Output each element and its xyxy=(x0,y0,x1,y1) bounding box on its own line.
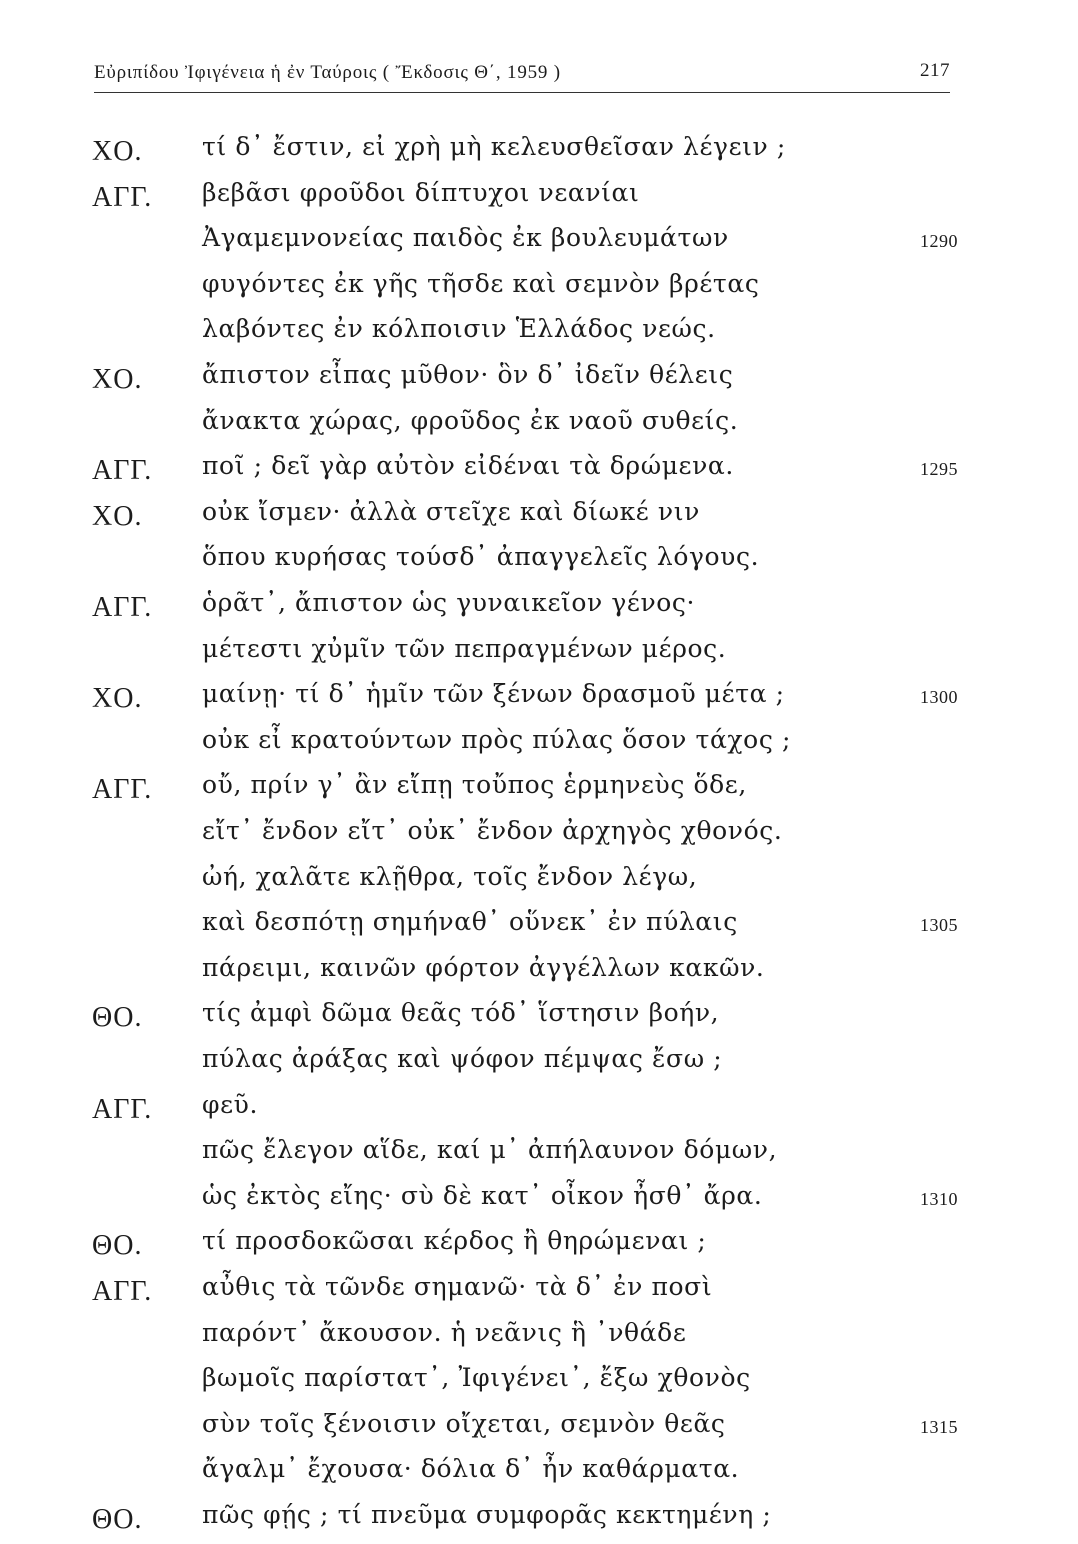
verse-line xyxy=(0,132,1078,176)
line-number: 1310 xyxy=(920,1188,958,1209)
page-number: 217 xyxy=(920,60,950,81)
verse-text-line: πῶς ἔλεγον αἵδε, καί μ᾽ ἀπήλαυνον δόμων, xyxy=(202,1135,778,1165)
verse-line xyxy=(0,998,1078,1042)
speaker-label: ΑΓΓ. xyxy=(92,592,153,623)
verse-text-line: αὖθις τὰ τῶνδε σημανῶ· τὰ δ᾽ ἐν ποσὶ xyxy=(202,1272,713,1301)
verse-line xyxy=(0,634,1078,678)
verse-line xyxy=(0,1226,1078,1270)
verse-line xyxy=(0,497,1078,541)
verse-line xyxy=(0,406,1078,450)
verse-text-line: ἄπιστον εἶπας μῦθον· ὃν δ᾽ ἰδεῖν θέλεις xyxy=(202,360,734,389)
speaker-label: ΑΓΓ. xyxy=(92,774,153,806)
verse-text-line: πῶς φῄς ; τί πνεῦμα συμφορᾶς κεκτημένη ; xyxy=(202,1500,772,1529)
speaker-label: ΧΟ. xyxy=(92,683,143,715)
verse-line xyxy=(0,1181,1078,1225)
speaker-label: ΘΟ. xyxy=(92,1504,143,1535)
verse-text-line: βωμοῖς παρίστατ᾽, Ἰφιγένει᾽, ἔξω χθονὸς xyxy=(202,1363,751,1393)
verse-line xyxy=(0,862,1078,906)
speaker-label: ΑΓΓ. xyxy=(92,181,153,213)
verse-line xyxy=(0,1363,1078,1407)
verse-line xyxy=(0,770,1078,814)
verse-line xyxy=(0,360,1078,404)
verse-line xyxy=(0,269,1078,313)
verse-text-line: ὡς ἐκτὸς εἴης· σὺ δὲ κατ᾽ οἶκον ἦσθ᾽ ἄρα. xyxy=(202,1180,763,1210)
speaker-label: ΘΟ. xyxy=(92,1002,143,1034)
line-number: 1305 xyxy=(920,915,958,936)
verse-text-line: οὐκ ἴσμεν· ἀλλὰ στεῖχε καὶ δίωκέ νιν xyxy=(202,496,700,526)
verse-text-line: καὶ δεσπότῃ σημήναθ᾽ οὕνεκ᾽ ἐν πύλαις xyxy=(202,907,738,937)
verse-line xyxy=(0,1135,1078,1179)
verse-text-line: λαβόντες ἐν κόλποισιν Ἑλλάδος νεώς. xyxy=(202,314,716,344)
verse-text-line: μέτεστι χὐμῖν τῶν πεπραγμένων μέρος. xyxy=(202,633,727,663)
verse-text-line: ἄνακτα χώρας, φροῦδος ἐκ ναοῦ συθείς. xyxy=(202,405,739,435)
line-number: 1295 xyxy=(920,459,958,480)
verse-line xyxy=(0,1454,1078,1498)
verse-text-line: εἴτ᾽ ἔνδον εἴτ᾽ οὐκ᾽ ἔνδον ἀρχηγὸς χθονός. xyxy=(202,816,783,845)
verse-text-line: βεβᾶσι φροῦδοι δίπτυχοι νεανίαι xyxy=(202,177,640,207)
verse-line xyxy=(0,725,1078,769)
verse-text-line: οὐκ εἶ κρατούντων πρὸς πύλας ὅσον τάχος ; xyxy=(202,724,791,754)
speaker-label: ΧΟ. xyxy=(92,136,143,167)
verse-text-line: ἄγαλμ᾽ ἔχουσα· δόλια δ᾽ ἦν καθάρματα. xyxy=(202,1454,740,1484)
verse-text-line: τί προσδοκῶσαι κέρδος ἢ θηρώμεναι ; xyxy=(202,1226,707,1256)
verse-line xyxy=(0,1090,1078,1134)
verse-text-line: ὁρᾶτ᾽, ἄπιστον ὡς γυναικεῖον γένος· xyxy=(202,588,696,617)
line-number: 1300 xyxy=(920,687,958,708)
speaker-label: ΑΓΓ. xyxy=(92,455,153,487)
verse-text-line: ὠή, χαλᾶτε κλῇθρα, τοῖς ἔνδον λέγω, xyxy=(202,861,698,891)
verse-text-line: πύλας ἀράξας καὶ ψόφον πέμψας ἔσω ; xyxy=(202,1044,723,1073)
speaker-label: ΑΓΓ. xyxy=(92,1276,153,1307)
speaker-label: ΧΟ. xyxy=(92,500,143,532)
verse-line xyxy=(0,588,1078,632)
verse-text-line: παρόντ᾽ ἄκουσον. ἡ νεᾶνις ἣ ᾽νθάδε xyxy=(202,1317,687,1347)
speaker-label: ΘΟ. xyxy=(92,1230,143,1262)
verse-text-line: σὺν τοῖς ξένοισιν οἴχεται, σεμνὸν θεᾶς xyxy=(202,1408,726,1438)
line-number: 1290 xyxy=(920,231,958,252)
verse-text-line: τί δ᾽ ἔστιν, εἰ χρὴ μὴ κελευσθεῖσαν λέγειν ; xyxy=(202,132,786,161)
speaker-label: ΧΟ. xyxy=(92,364,143,395)
line-number: 1315 xyxy=(920,1416,958,1437)
verse-line xyxy=(0,1500,1078,1544)
page-header xyxy=(94,58,950,93)
verse-line xyxy=(0,1318,1078,1362)
verse-line xyxy=(0,1272,1078,1316)
verse-line xyxy=(0,223,1078,267)
verse-line xyxy=(0,1044,1078,1088)
verse-text-line: φεῦ. xyxy=(202,1089,259,1119)
verse-line xyxy=(0,679,1078,723)
verse-line xyxy=(0,816,1078,860)
verse-text-line: τίς ἀμφὶ δῶμα θεᾶς τόδ᾽ ἵστησιν βοήν, xyxy=(202,998,720,1028)
verse-text-line: πάρειμι, καινῶν φόρτον ἀγγέλλων κακῶν. xyxy=(202,952,765,982)
verse-line xyxy=(0,178,1078,222)
verse-line xyxy=(0,314,1078,358)
verse-line xyxy=(0,451,1078,495)
verse-text-line: ὅπου κυρήσας τούσδ᾽ ἀπαγγελεῖς λόγους. xyxy=(202,542,760,572)
verse-line xyxy=(0,953,1078,997)
verse-text-line: φυγόντες ἐκ γῆς τῆσδε καὶ σεμνὸν βρέτας xyxy=(202,268,760,298)
verse-line xyxy=(0,1409,1078,1453)
verse-text-line: μαίνῃ· τί δ᾽ ἡμῖν τῶν ξένων δρασμοῦ μέτα ; xyxy=(202,679,785,709)
verse-text-line: ποῖ ; δεῖ γὰρ αὐτὸν εἰδέναι τὰ δρώμενα. xyxy=(202,451,734,481)
verse-line xyxy=(0,542,1078,586)
verse-text-line: οὔ, πρίν γ᾽ ἂν εἴπῃ τοὔπος ἑρμηνεὺς ὅδε, xyxy=(202,770,747,800)
verse-line xyxy=(0,907,1078,951)
running-title: Εὐριπίδου Ἰφιγένεια ἡ ἐν Ταύροις ( Ἔκδοσις Θ΄, 1959 ) xyxy=(94,62,561,83)
speaker-label: ΑΓΓ. xyxy=(92,1093,153,1125)
verse-text-line: Ἀγαμεμνονείας παιδὸς ἐκ βουλευμάτων xyxy=(202,223,729,253)
